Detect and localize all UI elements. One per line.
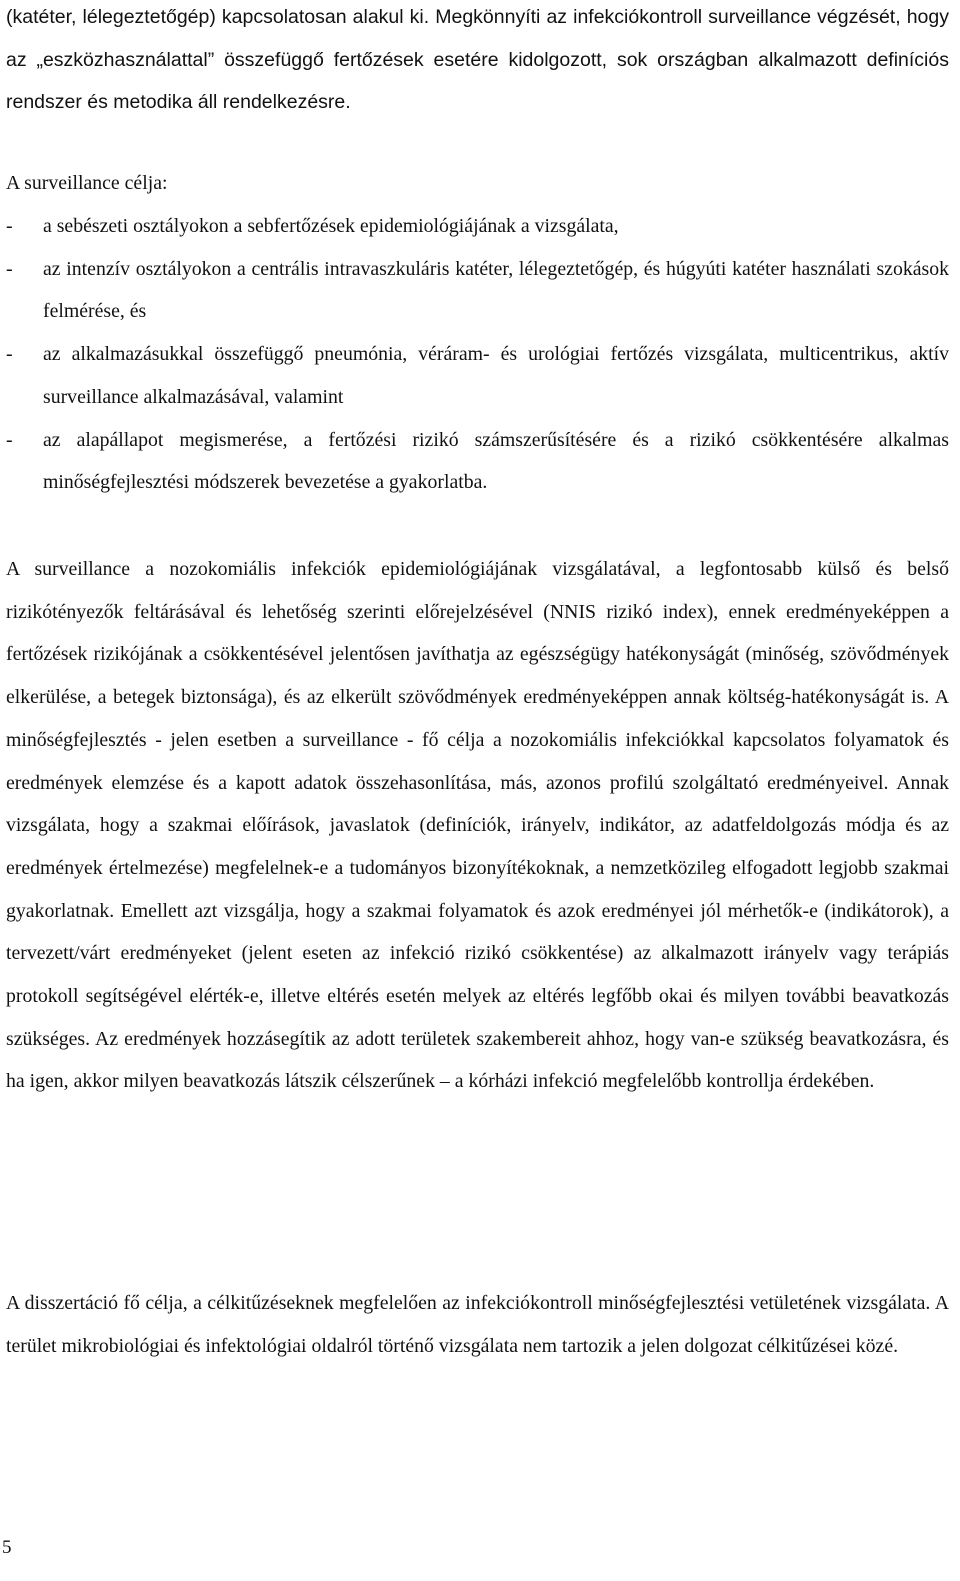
intro-paragraph: (katéter, lélegeztetőgép) kapcsolatosan alakul ki. Megkönnyíti az infekciókontroll surveillance végzését, hogy az „eszközhasználattal” összefüggő fertőzések esetére kidolgozott, sok országban alkalmazott definíciós rendszer és metodika áll rendelkezésre.: [6, 6, 949, 114]
list-dash: -: [6, 428, 13, 451]
list-dash: -: [6, 343, 13, 366]
list-item: [6, 419, 949, 504]
list-item: [6, 248, 949, 333]
list-item: [6, 205, 949, 248]
goal-list: [6, 205, 949, 504]
dissertation-paragraph: A disszertáció fő célja, a célkitűzéseknek megfelelően az infekciókontroll minőségfejlesztési vetületének vizsgálata. A terület mikrobiológiai és infektológiai oldalról történő vizsgálata nem tartozik a jelen dolgozat célkitűzései közé.: [6, 1292, 949, 1357]
list-item-text: az alapállapot megismerése, a fertőzési rizikó számszerűsítésére és a rizikó csökkentésére alkalmas minőségfejlesztési módszerek bevezetése a gyakorlatba.: [43, 428, 949, 494]
list-item-text: az intenzív osztályokon a centrális intravaszkuláris katéter, lélegeztetőgép, és húgyúti katéter használati szokások felmérése, és: [43, 257, 949, 323]
page-number: 5: [2, 1537, 12, 1558]
goal-section-title: A surveillance célja:: [6, 172, 168, 194]
list-dash: -: [6, 257, 13, 280]
list-item: [6, 333, 949, 418]
main-paragraph: A surveillance a nozokomiális infekciók epidemiológiájának vizsgálatával, a legfontosabb külső és belső rizikótényezők feltárásával és lehetőség szerinti előrejelzésével (NNIS rizikó index), ennek eredményeképpen a fertőzések rizikójának a csökkentésével jelentősen javíthatja az egészségügy hatékonyságát (minőség, szövődmények elkerülése, a betegek biztonsága), és az elkerült szövődmények eredményeképpen annak költség-hatékonyságát is. A minőségfejlesztés - jelen esetben a surveillance - fő célja a nozokomiális infekciókkal kapcsolatos folyamatok és eredmények elemzése és a kapott adatok összehasonlítása, más, azonos profilú szolgáltató eredményeivel. Annak vizsgálata, hogy a szakmai előírások, javaslatok (definíciók, irányelv, indikátor, az adatfeldolgozás módja és az eredmények értelmezése) megfelelnek-e a tudományos bizonyítékoknak, a nemzetközileg elfogadott legjobb szakmai gyakorlatnak. Emellett azt vizsgálja, hogy a szakmai folyamatok és azok eredményei jól mérhetők-e (indikátorok), a tervezett/várt eredményeket (jelent eseten az infekció rizikó csökkentése) az alkalmazott irányelv vagy terápiás protokoll segítségével elérték-e, illetve eltérés esetén melyek az eltérés legfőbb okai és milyen további beavatkozás szükséges. Az eredmények hozzásegítik az adott területek szakembereit ahhoz, hogy van-e szükség beavatkozásra, és ha igen, akkor milyen beavatkozás látszik célszerűnek – a kórházi infekció megfelelőbb kontrollja érdekében.: [6, 558, 949, 1093]
list-item-text: az alkalmazásukkal összefüggő pneumónia, véráram- és urológiai fertőzés vizsgálata, multicentrikus, aktív surveillance alkalmazásával, valamint: [43, 343, 949, 408]
list-dash: -: [6, 215, 13, 237]
list-item-text: a sebészeti osztályokon a sebfertőzések epidemiológiájának a vizsgálata,: [43, 215, 619, 237]
